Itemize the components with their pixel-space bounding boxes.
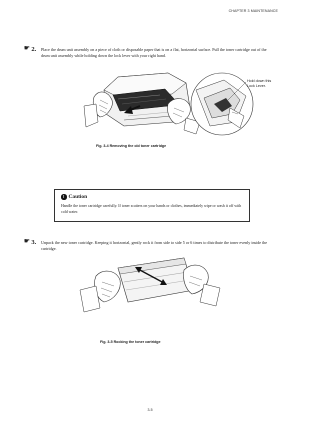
step-number: 2.	[31, 46, 37, 53]
figure-caption: Fig. 3-4 Removing the old toner cartridge	[96, 144, 167, 148]
step-text: Unpack the new toner cartridge. Keeping it horizontal, gently rock it from side to side 5 or 6 times to distribute the toner evenly inside the cartridge.	[41, 240, 268, 251]
caution-title-text: Caution	[68, 194, 88, 200]
step-number: 3.	[31, 239, 37, 246]
chapter-header: CHAPTER 3 MAINTENANCE	[228, 9, 278, 13]
figure-caption: Fig. 3-5 Rocking the toner cartridge	[100, 340, 161, 344]
step-text: Place the drum unit assembly on a piece of cloth or disposable paper that is on a flat, horizontal surface. Pull the toner cartridge out of the drum unit assembly while holding down the lock lever with your right hand.	[41, 47, 267, 58]
page-number: 3-5	[147, 408, 153, 412]
caution-text: Handle the toner cartridge carefully. If toner scatters on your hands or clothes, immediately wipe or wash it off with cold water.	[61, 204, 242, 214]
pointing-hand-icon: ☛	[24, 45, 30, 53]
pointing-hand-icon: ☛	[24, 238, 30, 246]
callout-line-2: Lock Lever.	[247, 84, 266, 88]
callout-line-1: Hold down this	[247, 79, 272, 83]
exclamation-icon: !	[61, 194, 67, 200]
